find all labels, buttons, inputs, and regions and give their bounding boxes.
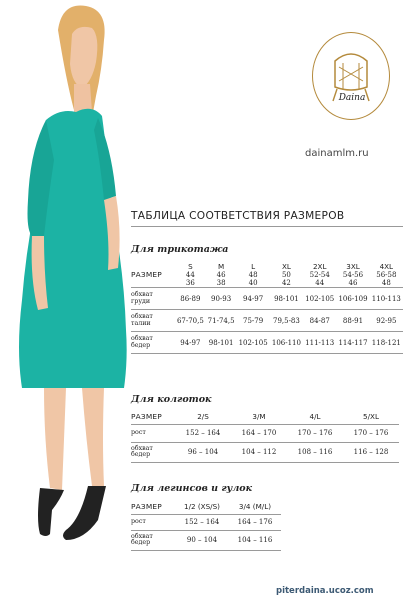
- size-header: РАЗМЕР: [131, 500, 175, 514]
- chair-icon: [313, 33, 389, 119]
- watermark: piterdaina.ucoz.com: [276, 586, 374, 596]
- table-row: рост 152 – 164 164 – 176: [131, 514, 281, 530]
- site-url[interactable]: dainamlm.ru: [305, 148, 369, 159]
- table-row: обхват бедер 90 – 104 104 – 116: [131, 530, 281, 550]
- size-col: 2/S: [175, 410, 231, 424]
- table-row: обхват талии 67-70,5 71-74,5 75-79 79,5-83 84-87 88-91 92-95: [131, 310, 403, 332]
- model-shoe-left: [38, 488, 64, 536]
- knit-size-table: [131, 263, 403, 354]
- size-col: 1/2 (XS/S): [175, 500, 229, 514]
- page-title: ТАБЛИЦА СООТВЕТСТВИЯ РАЗМЕРОВ: [131, 210, 345, 222]
- section-heading-knit: Для трикотажа: [131, 244, 229, 255]
- size-header: РАЗМЕР: [131, 263, 175, 288]
- brand-logo: [312, 32, 390, 120]
- table-row: обхват бедер 96 – 104 104 – 112 108 – 116 116 – 128: [131, 442, 399, 462]
- title-divider: [131, 226, 403, 227]
- table-row: обхват груди 86-89 90-93 94-97 98-101 102-105 106-109 110-113: [131, 288, 403, 310]
- logo-text: Daina: [338, 93, 366, 103]
- section-heading-tights: Для колготок: [131, 394, 212, 405]
- size-col: L 48 40: [236, 263, 269, 288]
- size-header: РАЗМЕР: [131, 410, 175, 424]
- leggings-size-table: [131, 500, 281, 551]
- table-row: обхват бедер 94-97 98-101 102-105 106-110 111-113 114-117 118-121: [131, 332, 403, 354]
- size-col: 5/XL: [343, 410, 399, 424]
- size-col: S 44 36: [175, 263, 206, 288]
- table-row: рост 152 – 164 164 – 170 170 – 176 170 – 176: [131, 424, 399, 442]
- size-col: 2XL 52-54 44: [303, 263, 336, 288]
- size-col: 4XL 56-58 48: [370, 263, 403, 288]
- section-heading-leggings: Для легинсов и гулок: [131, 483, 253, 494]
- tights-size-table: [131, 410, 399, 463]
- size-col: 3/M: [231, 410, 287, 424]
- model-shoe-right: [63, 486, 106, 540]
- size-col: M 46 38: [206, 263, 237, 288]
- size-col: 3/4 (M/L): [229, 500, 281, 514]
- size-col: XL 50 42: [270, 263, 303, 288]
- size-col: 4/L: [287, 410, 343, 424]
- model-legs: [44, 388, 66, 490]
- size-col: 3XL 54-56 46: [336, 263, 369, 288]
